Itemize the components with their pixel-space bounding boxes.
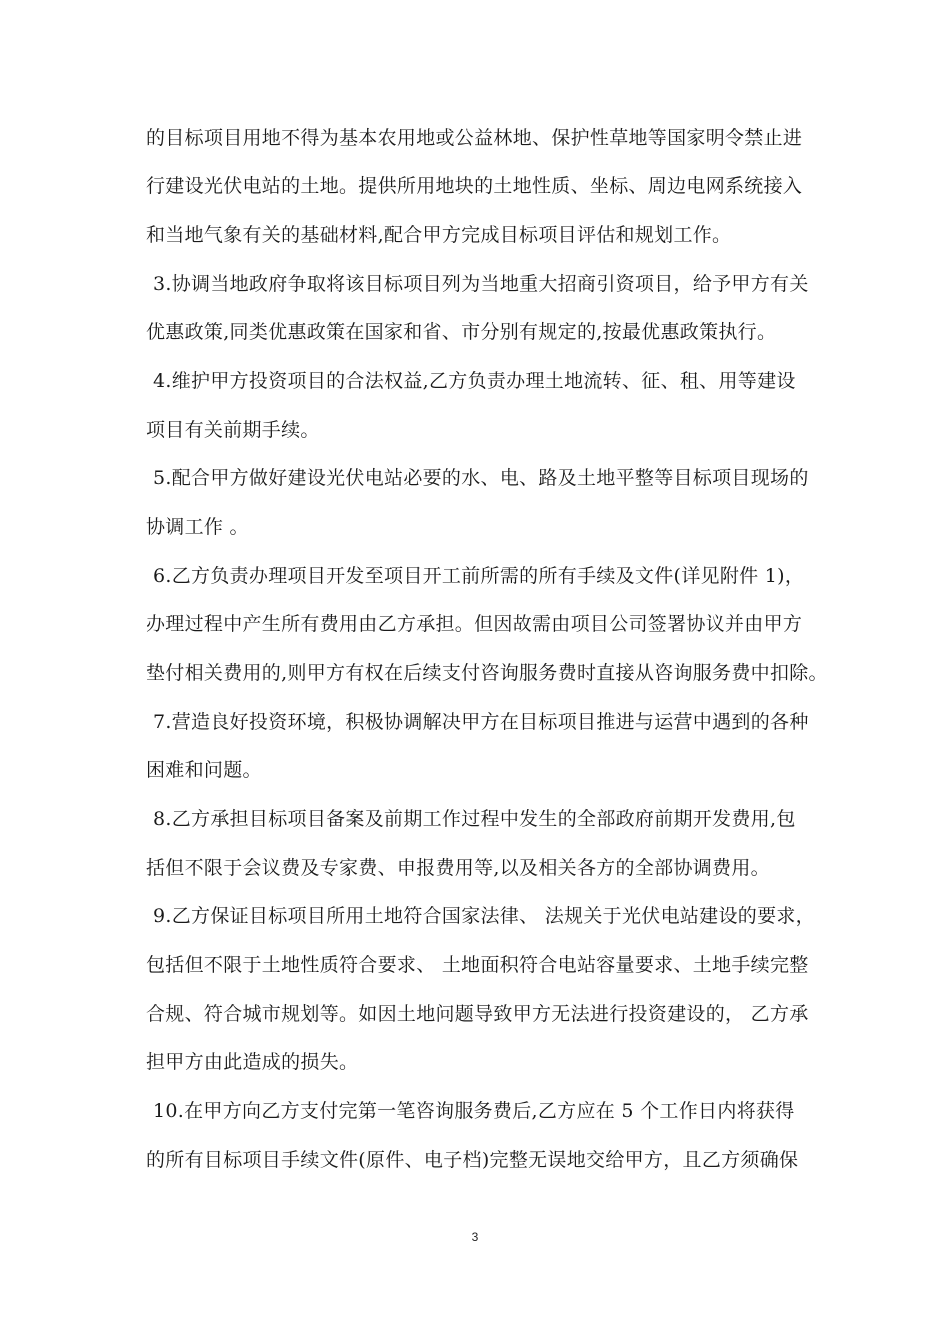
text-line: 协调工作 。 <box>146 516 249 538</box>
text-line: 垫付相关费用的,则甲方有权在后续支付咨询服务费时直接从咨询服务费中扣除。 <box>146 662 828 684</box>
text-line: 8.乙方承担目标项目备案及前期工作过程中发生的全部政府前期开发费用,包 <box>153 808 796 830</box>
text-line: 的目标项目用地不得为基本农用地或公益林地、保护性草地等国家明令禁止进 <box>146 127 803 149</box>
text-line: 6.乙方负责办理项目开发至项目开工前所需的所有手续及文件(详见附件 1)， <box>153 565 805 587</box>
text-line: 办理过程中产生所有费用由乙方承担。但因故需由项目公司签署协议并由甲方 <box>146 613 803 635</box>
text-line: 9.乙方保证目标项目所用土地符合国家法律、 法规关于光伏电站建设的要求， <box>153 905 815 927</box>
text-line: 和当地气象有关的基础材料,配合甲方完成目标项目评估和规划工作。 <box>146 224 732 246</box>
text-line: 括但不限于会议费及专家费、申报费用等,以及相关各方的全部协调费用。 <box>146 857 770 879</box>
text-line: 包括但不限于土地性质符合要求、 土地面积符合电站容量要求、土地手续完整 <box>146 954 809 976</box>
text-line: 合规、符合城市规划等。如因土地问题导致甲方无法进行投资建设的， 乙方承 <box>146 1003 809 1025</box>
text-line: 4.维护甲方投资项目的合法权益,乙方负责办理土地流转、征、租、用等建设 <box>153 370 796 392</box>
text-line: 困难和问题。 <box>146 759 262 781</box>
text-line: 的所有目标项目手续文件(原件、电子档)完整无误地交给甲方，且乙方须确保 <box>146 1149 799 1171</box>
text-line: 项目有关前期手续。 <box>146 419 320 441</box>
page-number: 3 <box>471 1230 479 1244</box>
text-line: 10.在甲方向乙方支付完第一笔咨询服务费后,乙方应在 5 个工作日内将获得 <box>153 1100 795 1122</box>
text-line: 行建设光伏电站的土地。提供所用地块的土地性质、坐标、周边电网系统接入 <box>146 175 803 197</box>
text-line: 担甲方由此造成的损失。 <box>146 1051 359 1073</box>
text-line: 5.配合甲方做好建设光伏电站必要的水、电、路及土地平整等目标项目现场的 <box>153 467 809 489</box>
text-line: 优惠政策,同类优惠政策在国家和省、市分别有规定的,按最优惠政策执行。 <box>146 321 777 343</box>
text-line: 3.协调当地政府争取将该目标项目列为当地重大招商引资项目，给予甲方有关 <box>153 273 809 295</box>
text-line: 7.营造良好投资环境，积极协调解决甲方在目标项目推进与运营中遇到的各种 <box>153 711 809 733</box>
